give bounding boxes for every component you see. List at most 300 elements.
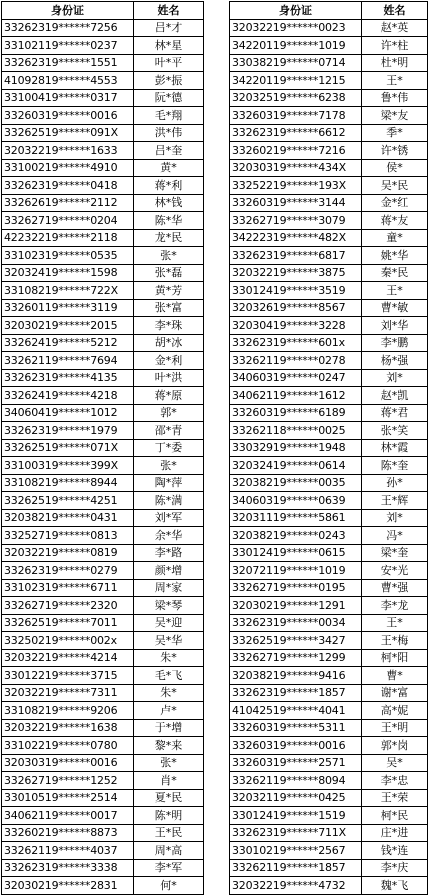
name-cell: 蒋*原	[134, 387, 204, 405]
name-cell: 颜*增	[134, 562, 204, 580]
table-row	[230, 877, 428, 895]
table-row	[2, 422, 204, 440]
id-number-cell: 32030219******2015	[2, 317, 134, 335]
name-cell: 林*霞	[362, 439, 428, 457]
name-cell: 肖*	[134, 772, 204, 790]
id-number-cell: 33262419******5212	[2, 334, 134, 352]
name-cell: 侯*	[362, 159, 428, 177]
id-number-cell: 33262619******2112	[2, 194, 134, 212]
name-cell: 梁*奎	[362, 544, 428, 562]
table-row	[2, 194, 204, 212]
name-cell: 谢*富	[362, 684, 428, 702]
table-row	[2, 527, 204, 545]
table-row	[230, 859, 428, 877]
table-row	[2, 474, 204, 492]
table-row	[2, 264, 204, 282]
id-number-cell: 33032919******1948	[230, 439, 362, 457]
id-number-cell: 33262319******1551	[2, 54, 134, 72]
id-number-cell: 33262119******8094	[230, 772, 362, 790]
table-row	[2, 19, 204, 37]
table-row	[230, 247, 428, 265]
table-row	[2, 754, 204, 772]
table-row	[2, 334, 204, 352]
name-cell: 黄*芳	[134, 282, 204, 300]
id-number-cell: 42232219******2118	[2, 229, 134, 247]
name-cell: 朱*	[134, 684, 204, 702]
table-row	[230, 667, 428, 685]
table-row	[2, 772, 204, 790]
id-number-cell: 33262519******7011	[2, 614, 134, 632]
id-number-cell: 33262319******7256	[2, 19, 134, 37]
table-row	[230, 807, 428, 825]
table-row	[230, 842, 428, 860]
table-row	[2, 159, 204, 177]
name-cell: 彭*振	[134, 72, 204, 90]
name-cell: 庄*进	[362, 824, 428, 842]
table-row	[230, 614, 428, 632]
name-cell: 林*钱	[134, 194, 204, 212]
id-number-cell: 33252219******193X	[230, 177, 362, 195]
name-cell: 杜*明	[362, 54, 428, 72]
id-number-cell: 33262719******1252	[2, 772, 134, 790]
name-cell: 蒋*友	[362, 212, 428, 230]
name-cell: 毛*飞	[134, 667, 204, 685]
table-row	[2, 632, 204, 650]
table-row	[230, 264, 428, 282]
id-number-cell: 33262319******601x	[230, 334, 362, 352]
table-row	[2, 369, 204, 387]
table-row	[2, 614, 204, 632]
name-cell: 王*	[362, 282, 428, 300]
table-row	[2, 282, 204, 300]
name-cell: 陈*华	[134, 212, 204, 230]
name-cell: 丁*委	[134, 439, 204, 457]
name-cell: 金*利	[134, 352, 204, 370]
table-row	[2, 229, 204, 247]
name-cell: 柯*民	[362, 807, 428, 825]
id-number-cell: 32038219******0243	[230, 527, 362, 545]
table-row	[2, 649, 204, 667]
name-cell: 金*红	[362, 194, 428, 212]
name-cell: 赵*英	[362, 19, 428, 37]
name-cell: 李*龙	[362, 597, 428, 615]
id-number-cell: 33012219******3715	[2, 667, 134, 685]
table-row	[230, 19, 428, 37]
id-number-cell: 32030219******1291	[230, 597, 362, 615]
table-row	[2, 877, 204, 895]
id-number-cell: 33262118******0025	[230, 422, 362, 440]
table-row	[2, 859, 204, 877]
table-row	[2, 789, 204, 807]
name-cell: 刘*华	[362, 317, 428, 335]
table-row	[230, 107, 428, 125]
name-cell: 李*路	[134, 544, 204, 562]
name-cell: 王*	[362, 614, 428, 632]
name-cell: 刘*	[362, 509, 428, 527]
id-number-cell: 33262719******0195	[230, 579, 362, 597]
name-cell: 吴*	[362, 754, 428, 772]
id-number-cell: 32032419******0614	[230, 457, 362, 475]
name-cell: 陶*萍	[134, 474, 204, 492]
id-number-cell: 33262519******4251	[2, 492, 134, 510]
table-row	[230, 684, 428, 702]
id-number-cell: 33262319******711X	[230, 824, 362, 842]
id-number-cell: 33260319******0016	[2, 107, 134, 125]
name-cell: 李*珠	[134, 317, 204, 335]
table-row	[2, 89, 204, 107]
table-row	[2, 72, 204, 90]
name-cell: 吴*迎	[134, 614, 204, 632]
id-number-cell: 34060319******0639	[230, 492, 362, 510]
id-number-cell: 32032119******0425	[230, 789, 362, 807]
id-number-cell: 33260319******6189	[230, 404, 362, 422]
name-cell: 钱*连	[362, 842, 428, 860]
id-number-cell: 33260319******0016	[230, 737, 362, 755]
id-number-cell: 32072119******1019	[230, 562, 362, 580]
table-row	[230, 772, 428, 790]
id-number-cell: 33262319******3338	[2, 859, 134, 877]
table-row	[2, 492, 204, 510]
table-row	[230, 317, 428, 335]
id-number-cell: 32032219******1633	[2, 142, 134, 160]
id-number-cell: 33262519******091X	[2, 124, 134, 142]
name-cell: 张*富	[134, 299, 204, 317]
name-cell: 吕*奎	[134, 142, 204, 160]
name-cell: 陈*奎	[362, 457, 428, 475]
id-number-cell: 34062119******1612	[230, 387, 362, 405]
id-number-cell: 33012419******0615	[230, 544, 362, 562]
id-number-cell: 41092819******4553	[2, 72, 134, 90]
table-row	[230, 37, 428, 55]
id-number-cell: 32032219******4214	[2, 649, 134, 667]
id-number-cell: 41042519******4041	[230, 702, 362, 720]
table-row	[2, 124, 204, 142]
table-row	[230, 89, 428, 107]
name-cell: 卢*	[134, 702, 204, 720]
table-row	[2, 439, 204, 457]
table-row	[230, 282, 428, 300]
name-cell: 龙*民	[134, 229, 204, 247]
id-number-cell: 33012419******3519	[230, 282, 362, 300]
table-row	[2, 247, 204, 265]
table-row	[230, 404, 428, 422]
name-cell: 曹*敏	[362, 299, 428, 317]
name-cell: 赵*凯	[362, 387, 428, 405]
table-row	[2, 544, 204, 562]
id-number-cell: 33262319******4135	[2, 369, 134, 387]
id-number-cell: 33262719******2320	[2, 597, 134, 615]
id-number-cell: 33010219******2567	[230, 842, 362, 860]
id-number-cell: 33260319******5311	[230, 719, 362, 737]
table-row	[230, 702, 428, 720]
right-id-table	[229, 1, 428, 895]
id-number-cell: 32032419******1598	[2, 264, 134, 282]
name-cell: 周*家	[134, 579, 204, 597]
name-cell: 许*柱	[362, 37, 428, 55]
id-number-cell: 33262119******0278	[230, 352, 362, 370]
id-number-cell: 33262419******4218	[2, 387, 134, 405]
name-cell: 柯*阳	[362, 649, 428, 667]
name-cell: 曹*强	[362, 579, 428, 597]
id-number-cell: 34060319******0247	[230, 369, 362, 387]
table-row	[2, 579, 204, 597]
id-number-cell: 33108219******8944	[2, 474, 134, 492]
table-row	[230, 387, 428, 405]
id-number-cell: 33262319******6817	[230, 247, 362, 265]
id-number-cell: 33100319******399X	[2, 457, 134, 475]
table-header-row	[2, 2, 204, 20]
name-cell: 王*辉	[362, 492, 428, 510]
table-row	[230, 737, 428, 755]
name-cell: 毛*翔	[134, 107, 204, 125]
table-row	[230, 719, 428, 737]
table-row	[2, 107, 204, 125]
table-row	[230, 212, 428, 230]
name-cell: 吴*民	[362, 177, 428, 195]
table-row	[230, 352, 428, 370]
name-cell: 陈*满	[134, 492, 204, 510]
table-row	[2, 702, 204, 720]
table-row	[230, 824, 428, 842]
name-column-header: 姓名	[362, 2, 428, 20]
id-number-cell: 33262119******1857	[230, 859, 362, 877]
id-number-cell: 33260319******7178	[230, 107, 362, 125]
table-row	[2, 387, 204, 405]
name-cell: 李*庆	[362, 859, 428, 877]
name-cell: 洪*伟	[134, 124, 204, 142]
table-row	[230, 474, 428, 492]
name-cell: 王*民	[134, 824, 204, 842]
id-number-cell: 33262319******0418	[2, 177, 134, 195]
table-row	[2, 37, 204, 55]
table-row	[230, 334, 428, 352]
name-cell: 杨*强	[362, 352, 428, 370]
table-row	[2, 212, 204, 230]
id-number-cell: 33260319******2571	[230, 754, 362, 772]
name-cell: 郭*	[134, 404, 204, 422]
name-cell: 梁*友	[362, 107, 428, 125]
name-cell: 余*华	[134, 527, 204, 545]
name-cell: 张*	[134, 457, 204, 475]
name-cell: 周*高	[134, 842, 204, 860]
table-row	[2, 719, 204, 737]
id-number-cell: 32032219******0819	[2, 544, 134, 562]
id-number-cell: 34220119******1215	[230, 72, 362, 90]
table-row	[230, 159, 428, 177]
id-number-cell: 32031119******5861	[230, 509, 362, 527]
name-column-header: 姓名	[134, 2, 204, 20]
table-row	[2, 509, 204, 527]
name-cell: 夏*民	[134, 789, 204, 807]
id-number-cell: 33260119******3119	[2, 299, 134, 317]
id-number-cell: 33102319******0535	[2, 247, 134, 265]
id-number-cell: 33262519******071X	[2, 439, 134, 457]
id-number-cell: 32030219******2831	[2, 877, 134, 895]
id-number-cell: 33108219******722X	[2, 282, 134, 300]
table-row	[230, 369, 428, 387]
table-row	[230, 457, 428, 475]
table-row	[2, 842, 204, 860]
name-cell: 何*	[134, 877, 204, 895]
name-cell: 张*磊	[134, 264, 204, 282]
name-cell: 阮*德	[134, 89, 204, 107]
id-number-cell: 33262719******3079	[230, 212, 362, 230]
id-number-cell: 32032219******1638	[2, 719, 134, 737]
name-cell: 张*	[134, 247, 204, 265]
table-row	[2, 457, 204, 475]
id-number-cell: 32032619******8567	[230, 299, 362, 317]
table-row	[230, 527, 428, 545]
id-number-cell: 33252719******0813	[2, 527, 134, 545]
name-cell: 季*	[362, 124, 428, 142]
id-number-cell: 33260219******7216	[230, 142, 362, 160]
table-row	[230, 422, 428, 440]
id-number-cell: 32030319******0016	[2, 754, 134, 772]
id-number-cell: 34062119******0017	[2, 807, 134, 825]
table-row	[230, 754, 428, 772]
name-cell: 张*笑	[362, 422, 428, 440]
id-number-cell: 32038219******0431	[2, 509, 134, 527]
name-cell: 蒋*利	[134, 177, 204, 195]
id-number-cell: 32032219******4732	[230, 877, 362, 895]
id-column-header: 身份证	[230, 2, 362, 20]
name-cell: 童*	[362, 229, 428, 247]
name-cell: 叶*平	[134, 54, 204, 72]
left-id-table	[1, 1, 204, 895]
name-cell: 胡*冰	[134, 334, 204, 352]
id-number-cell: 33102119******0237	[2, 37, 134, 55]
table-row	[230, 649, 428, 667]
id-number-cell: 33262719******0204	[2, 212, 134, 230]
id-number-cell: 33250219******002x	[2, 632, 134, 650]
name-cell: 蒋*君	[362, 404, 428, 422]
table-row	[230, 124, 428, 142]
id-number-cell: 33108219******9206	[2, 702, 134, 720]
table-row	[2, 177, 204, 195]
table-row	[230, 789, 428, 807]
id-number-cell: 33260319******3144	[230, 194, 362, 212]
table-row	[2, 352, 204, 370]
name-cell: 陈*明	[134, 807, 204, 825]
table-row	[2, 404, 204, 422]
table-row	[230, 54, 428, 72]
name-cell: 吕*才	[134, 19, 204, 37]
id-number-cell: 33260219******8873	[2, 824, 134, 842]
table-row	[230, 632, 428, 650]
name-cell: 刘*军	[134, 509, 204, 527]
name-cell: 李*鹏	[362, 334, 428, 352]
id-number-cell: 32030319******434X	[230, 159, 362, 177]
name-cell: 黎*来	[134, 737, 204, 755]
name-cell: 于*增	[134, 719, 204, 737]
name-cell: 王*荣	[362, 789, 428, 807]
name-cell: 王*梅	[362, 632, 428, 650]
name-cell: 林*星	[134, 37, 204, 55]
name-cell: 孙*	[362, 474, 428, 492]
table-row	[230, 544, 428, 562]
id-number-cell: 33262519******3427	[230, 632, 362, 650]
name-cell: 郭*岗	[362, 737, 428, 755]
name-cell: 安*光	[362, 562, 428, 580]
name-cell: 李*忠	[362, 772, 428, 790]
table-row	[230, 72, 428, 90]
table-row	[230, 509, 428, 527]
name-cell: 王*明	[362, 719, 428, 737]
table-row	[2, 684, 204, 702]
id-number-cell: 32032519******6238	[230, 89, 362, 107]
name-cell: 朱*	[134, 649, 204, 667]
table-row	[2, 142, 204, 160]
table-row	[2, 737, 204, 755]
id-number-cell: 34222319******482X	[230, 229, 362, 247]
id-number-cell: 32038219******0035	[230, 474, 362, 492]
id-number-cell: 32030419******3228	[230, 317, 362, 335]
table-row	[230, 579, 428, 597]
id-number-cell: 33012419******1519	[230, 807, 362, 825]
table-row	[230, 492, 428, 510]
name-cell: 张*	[134, 754, 204, 772]
id-number-cell: 33100419******0317	[2, 89, 134, 107]
name-cell: 吴*华	[134, 632, 204, 650]
name-cell: 姚*华	[362, 247, 428, 265]
id-number-cell: 33262319******6612	[230, 124, 362, 142]
name-cell: 黄*	[134, 159, 204, 177]
table-row	[2, 824, 204, 842]
id-column-header: 身份证	[2, 2, 134, 20]
name-cell: 秦*民	[362, 264, 428, 282]
id-number-cell: 33262319******1857	[230, 684, 362, 702]
name-cell: 曹*	[362, 667, 428, 685]
id-number-cell: 33010519******2514	[2, 789, 134, 807]
table-row	[2, 597, 204, 615]
name-cell: 冯*	[362, 527, 428, 545]
table-row	[2, 317, 204, 335]
name-cell: 李*军	[134, 859, 204, 877]
table-row	[230, 439, 428, 457]
id-number-cell: 33100219******4910	[2, 159, 134, 177]
table-row	[230, 597, 428, 615]
id-number-cell: 33102319******6711	[2, 579, 134, 597]
table-header-row	[230, 2, 428, 20]
id-number-cell: 33038219******0714	[230, 54, 362, 72]
name-cell: 刘*	[362, 369, 428, 387]
name-cell: 许*锈	[362, 142, 428, 160]
id-number-cell: 32038219******9416	[230, 667, 362, 685]
table-row	[2, 562, 204, 580]
id-number-cell: 33262319******0034	[230, 614, 362, 632]
id-number-cell: 33262119******4037	[2, 842, 134, 860]
id-number-cell: 32032219******0023	[230, 19, 362, 37]
table-row	[230, 142, 428, 160]
table-row	[2, 667, 204, 685]
id-number-cell: 34060419******1012	[2, 404, 134, 422]
id-number-cell: 33262119******7694	[2, 352, 134, 370]
name-cell: 魏*飞	[362, 877, 428, 895]
table-row	[2, 54, 204, 72]
table-row	[2, 807, 204, 825]
table-row	[2, 299, 204, 317]
name-cell: 梁*琴	[134, 597, 204, 615]
id-number-cell: 34220119******1019	[230, 37, 362, 55]
id-number-cell: 33102219******0780	[2, 737, 134, 755]
name-cell: 叶*洪	[134, 369, 204, 387]
name-cell: 王*	[362, 72, 428, 90]
table-row	[230, 229, 428, 247]
id-number-cell: 33262319******0279	[2, 562, 134, 580]
id-number-cell: 33262719******1299	[230, 649, 362, 667]
name-cell: 高*妮	[362, 702, 428, 720]
table-row	[230, 177, 428, 195]
